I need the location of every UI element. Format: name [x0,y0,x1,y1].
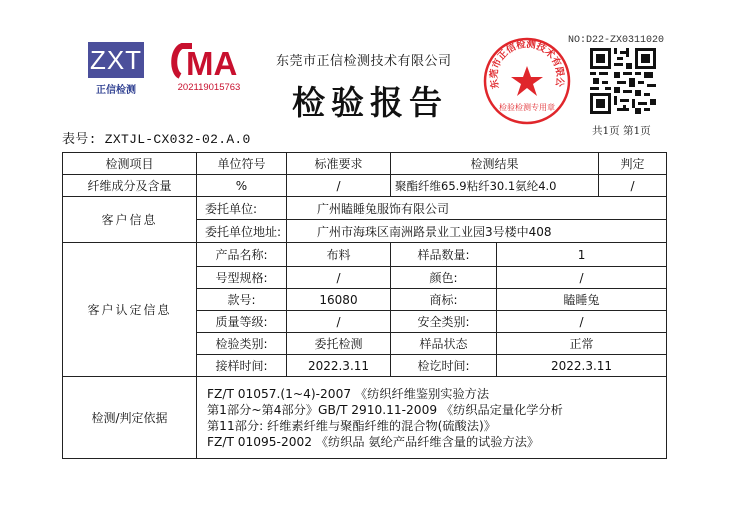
confirm-field-label: 安全类别: [391,311,497,333]
entrust-value: 广州瞌睡兔服饰有限公司 [287,197,667,220]
header-item: 检测项目 [63,153,197,175]
fiber-result: 聚酯纤维65.9粘纤30.1氨纶4.0 [391,175,599,197]
zxt-logo [88,42,144,96]
header-unit: 单位符号 [197,153,287,175]
form-number: 表号: ZXTJL-CX032-02.A.0 [62,132,251,147]
report-number: NO:D22-ZX0311020 [568,35,665,46]
header-result: 检测结果 [391,153,599,175]
confirm-field-value: / [497,267,667,289]
qr-code [590,48,656,114]
confirm-field-value: 瞌睡兔 [497,289,667,311]
confirm-field-value: 1 [497,243,667,267]
confirm-row [63,243,667,267]
basis-label: 检测/判定依据 [63,377,197,459]
confirm-field-value: 2022.3.11 [497,355,667,377]
confirm-field-label: 检验类别: [197,333,287,355]
report-title: 检验报告 [292,83,448,122]
basis-line: FZ/T 01095-2002 《纺织品 氨纶产品纤维含量的试验方法》 [207,434,540,449]
confirm-field-value: / [287,267,391,289]
zxt-logo-text: ZXT [88,42,144,78]
cma-number: 202119015763 [177,82,241,93]
fiber-standard: / [287,175,391,197]
confirm-field-label: 号型规格: [197,267,287,289]
address-value: 广州市海珠区南洲路景业工业园3号楼中408 [287,220,667,243]
confirm-field-value: 2022.3.11 [287,355,391,377]
table-header-row [63,153,667,175]
confirm-field-label: 质量等级: [197,311,287,333]
cma-logo [170,40,248,96]
address-label: 委托单位地址: [197,220,287,243]
entrust-label: 委托单位: [197,197,287,220]
basis-line: FZ/T 01057.(1~4)-2007 《纺织纤维鉴别实验方法 [207,386,490,401]
svg-text:东莞市正信检测技术有限公司: 东莞市正信检测技术有限公 [488,38,566,90]
cma-mark-icon [170,40,248,82]
confirm-field-label: 接样时间: [197,355,287,377]
company-name: 东莞市正信检测技术有限公司 [276,54,452,69]
page-info: 共1页 第1页 [592,125,651,137]
svg-text:检验检测专用章: 检验检测专用章 [499,103,555,112]
confirm-field-label: 样品数量: [391,243,497,267]
zxt-logo-subtitle: 正信检测 [96,85,136,96]
confirm-field-value: 委托检测 [287,333,391,355]
fiber-unit: % [197,175,287,197]
confirm-field-label: 颜色: [391,267,497,289]
svg-text:MA: MA [186,45,238,82]
client-row [63,197,667,220]
basis-line: 第1部分~第4部分》GB/T 2910.11-2009 《纺织品定量化学分析 [207,402,563,417]
confirm-label: 客户认定信息 [63,243,197,377]
report-table [62,152,667,459]
confirm-field-value: 布料 [287,243,391,267]
basis-line: 第11部分: 纤维素纤维与聚酯纤维的混合物(硫酸法)》 [207,418,496,433]
confirm-field-value: / [497,311,667,333]
header-judgment: 判定 [599,153,667,175]
client-label: 客户信息 [63,197,197,243]
confirm-field-label: 检讫时间: [391,355,497,377]
fiber-judgment: / [599,175,667,197]
fiber-item: 纤维成分及含量 [63,175,197,197]
confirm-field-value: 16080 [287,289,391,311]
confirm-field-value: 正常 [497,333,667,355]
basis-text [197,377,667,459]
fiber-row [63,175,667,197]
official-stamp [482,36,572,126]
basis-row [63,377,667,459]
confirm-field-label: 样品状态 [391,333,497,355]
confirm-field-label: 款号: [197,289,287,311]
confirm-field-value: / [287,311,391,333]
confirm-field-label: 商标: [391,289,497,311]
confirm-field-label: 产品名称: [197,243,287,267]
header-standard: 标准要求 [287,153,391,175]
